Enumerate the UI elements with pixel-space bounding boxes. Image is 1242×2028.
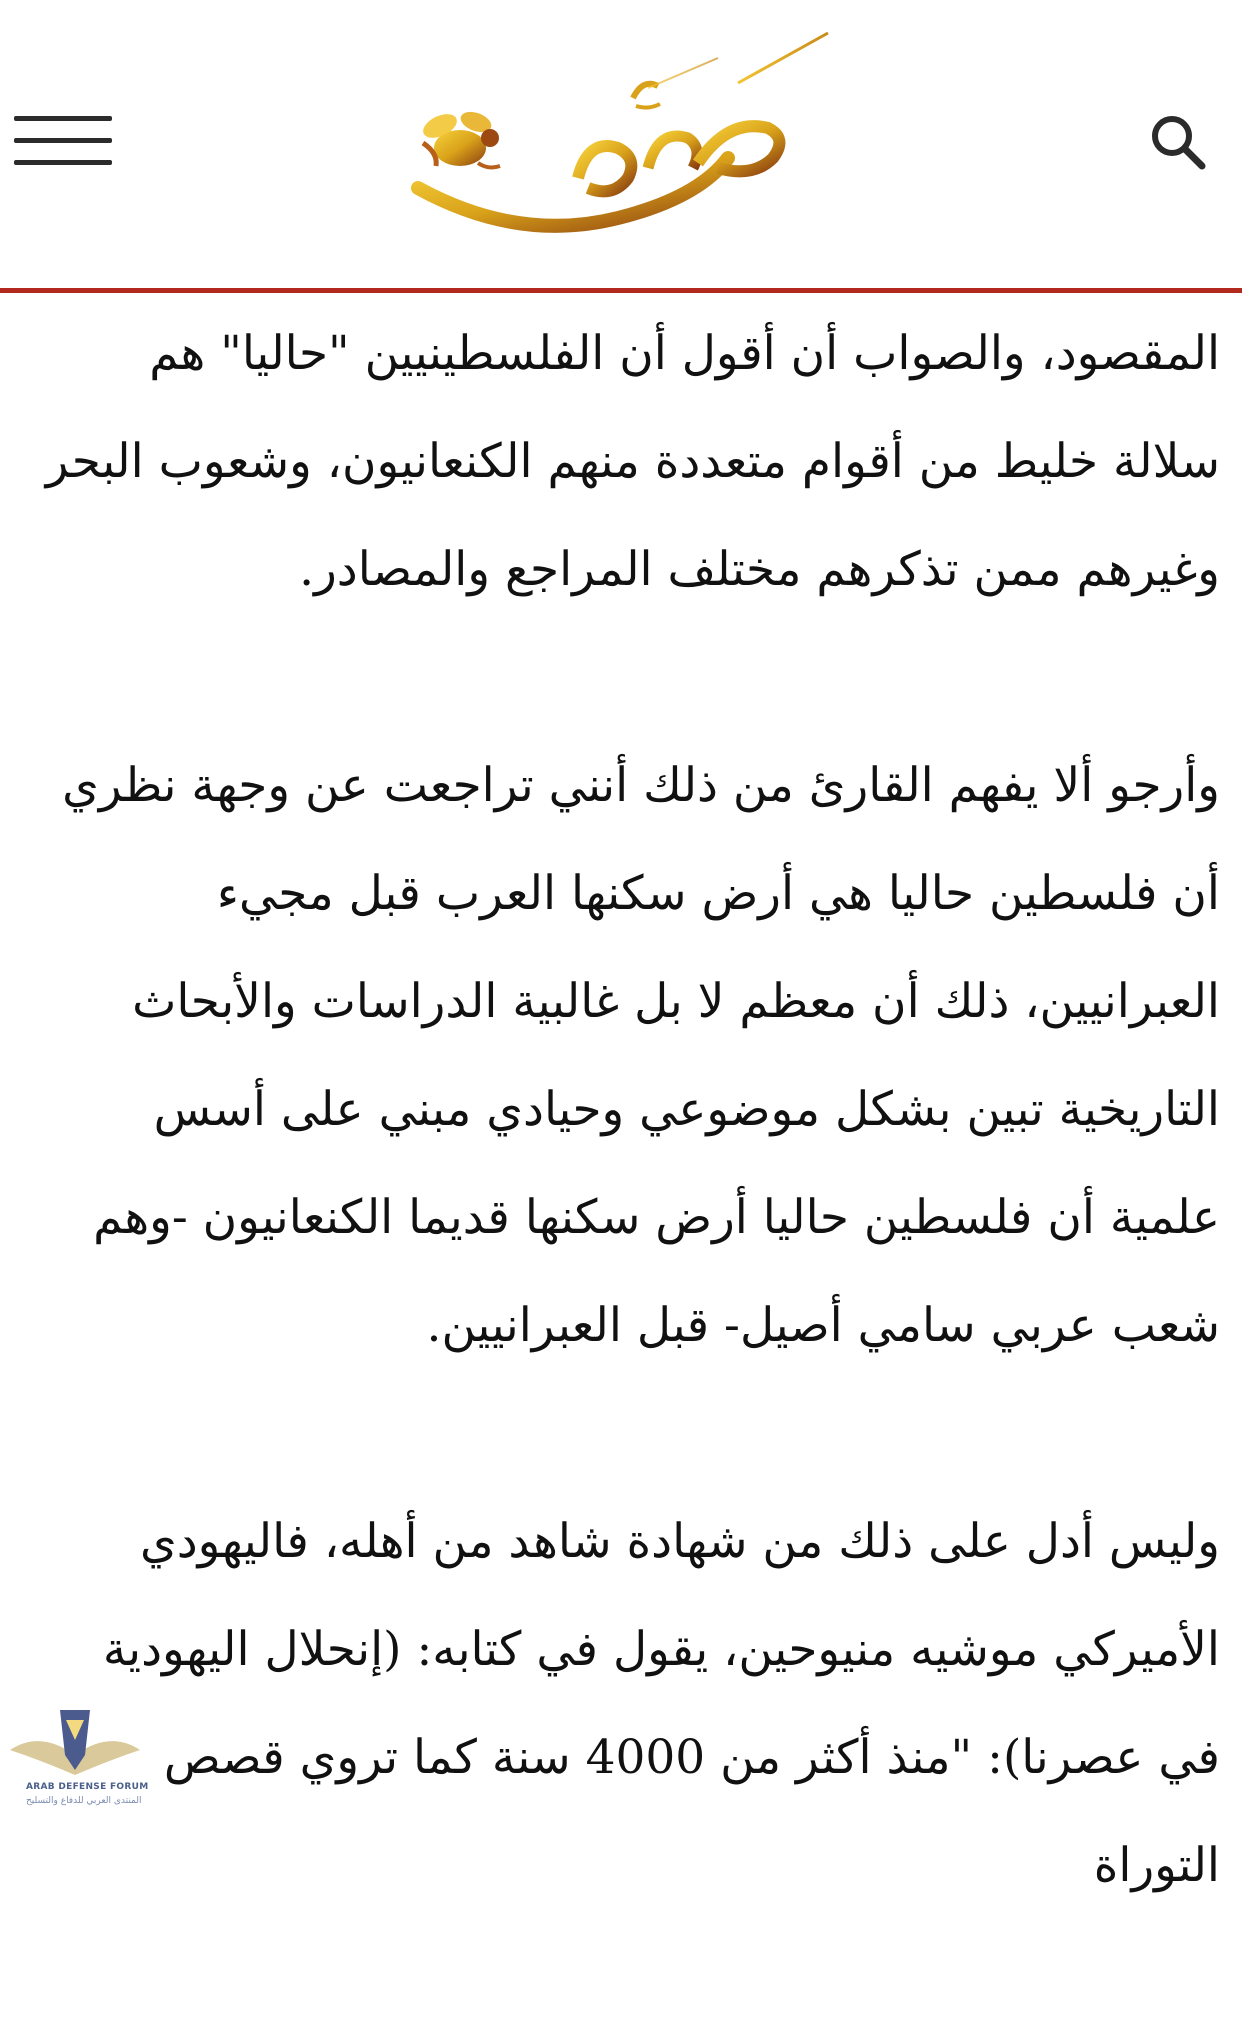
watermark-subtitle: المنتدى العربي للدفاع والتسليح	[26, 1796, 142, 1806]
article-paragraph: وأرجو ألا يفهم القارئ من ذلك أنني تراجعت عن وجهة نظري أن فلسطين حاليا هي أرض سكنها العرب قبل مجيء العبرانيين، ذلك أن معظم لا بل غالبية الدراسات والأبحاث التاريخية تبين بشكل موضوعي وحيادي مبني على أسس علمية أن فلسطين حاليا أرض سكنها قديما الكنعانيون -وهم شعب عربي سامي أصيل- قبل العبرانيين.	[62, 758, 1220, 1353]
site-logo[interactable]	[398, 28, 848, 248]
bee-logo-icon	[398, 28, 848, 248]
header-divider	[0, 288, 1242, 293]
article-body	[30, 300, 1220, 2028]
menu-bar	[14, 160, 112, 165]
site-header	[0, 0, 1242, 288]
menu-bar	[14, 116, 112, 121]
article-paragraph: وليس أدل على ذلك من شهادة شاهد من أهله، فاليهودي الأميركي موشيه منيوحين، يقول في كتابه: (إنحلال اليهودية في عصرنا): "منذ أكثر من 4000 سنة كما تروي قصص التوراة	[102, 1514, 1220, 1893]
menu-bar	[14, 138, 112, 143]
hamburger-menu-icon[interactable]	[14, 116, 112, 166]
watermark-title: ARAB DEFENSE FORUM	[26, 1782, 149, 1792]
defense-forum-emblem-icon	[0, 1700, 150, 1790]
article-paragraph: المقصود، والصواب أن أقول أن الفلسطينيين "حاليا" هم سلالة خليط من أقوام متعددة منهم الكنعانيون، وشعوب البحر وغيرهم ممن تذكرهم مختلف المراجع والمصادر.	[45, 326, 1220, 597]
search-icon[interactable]	[1148, 112, 1208, 172]
